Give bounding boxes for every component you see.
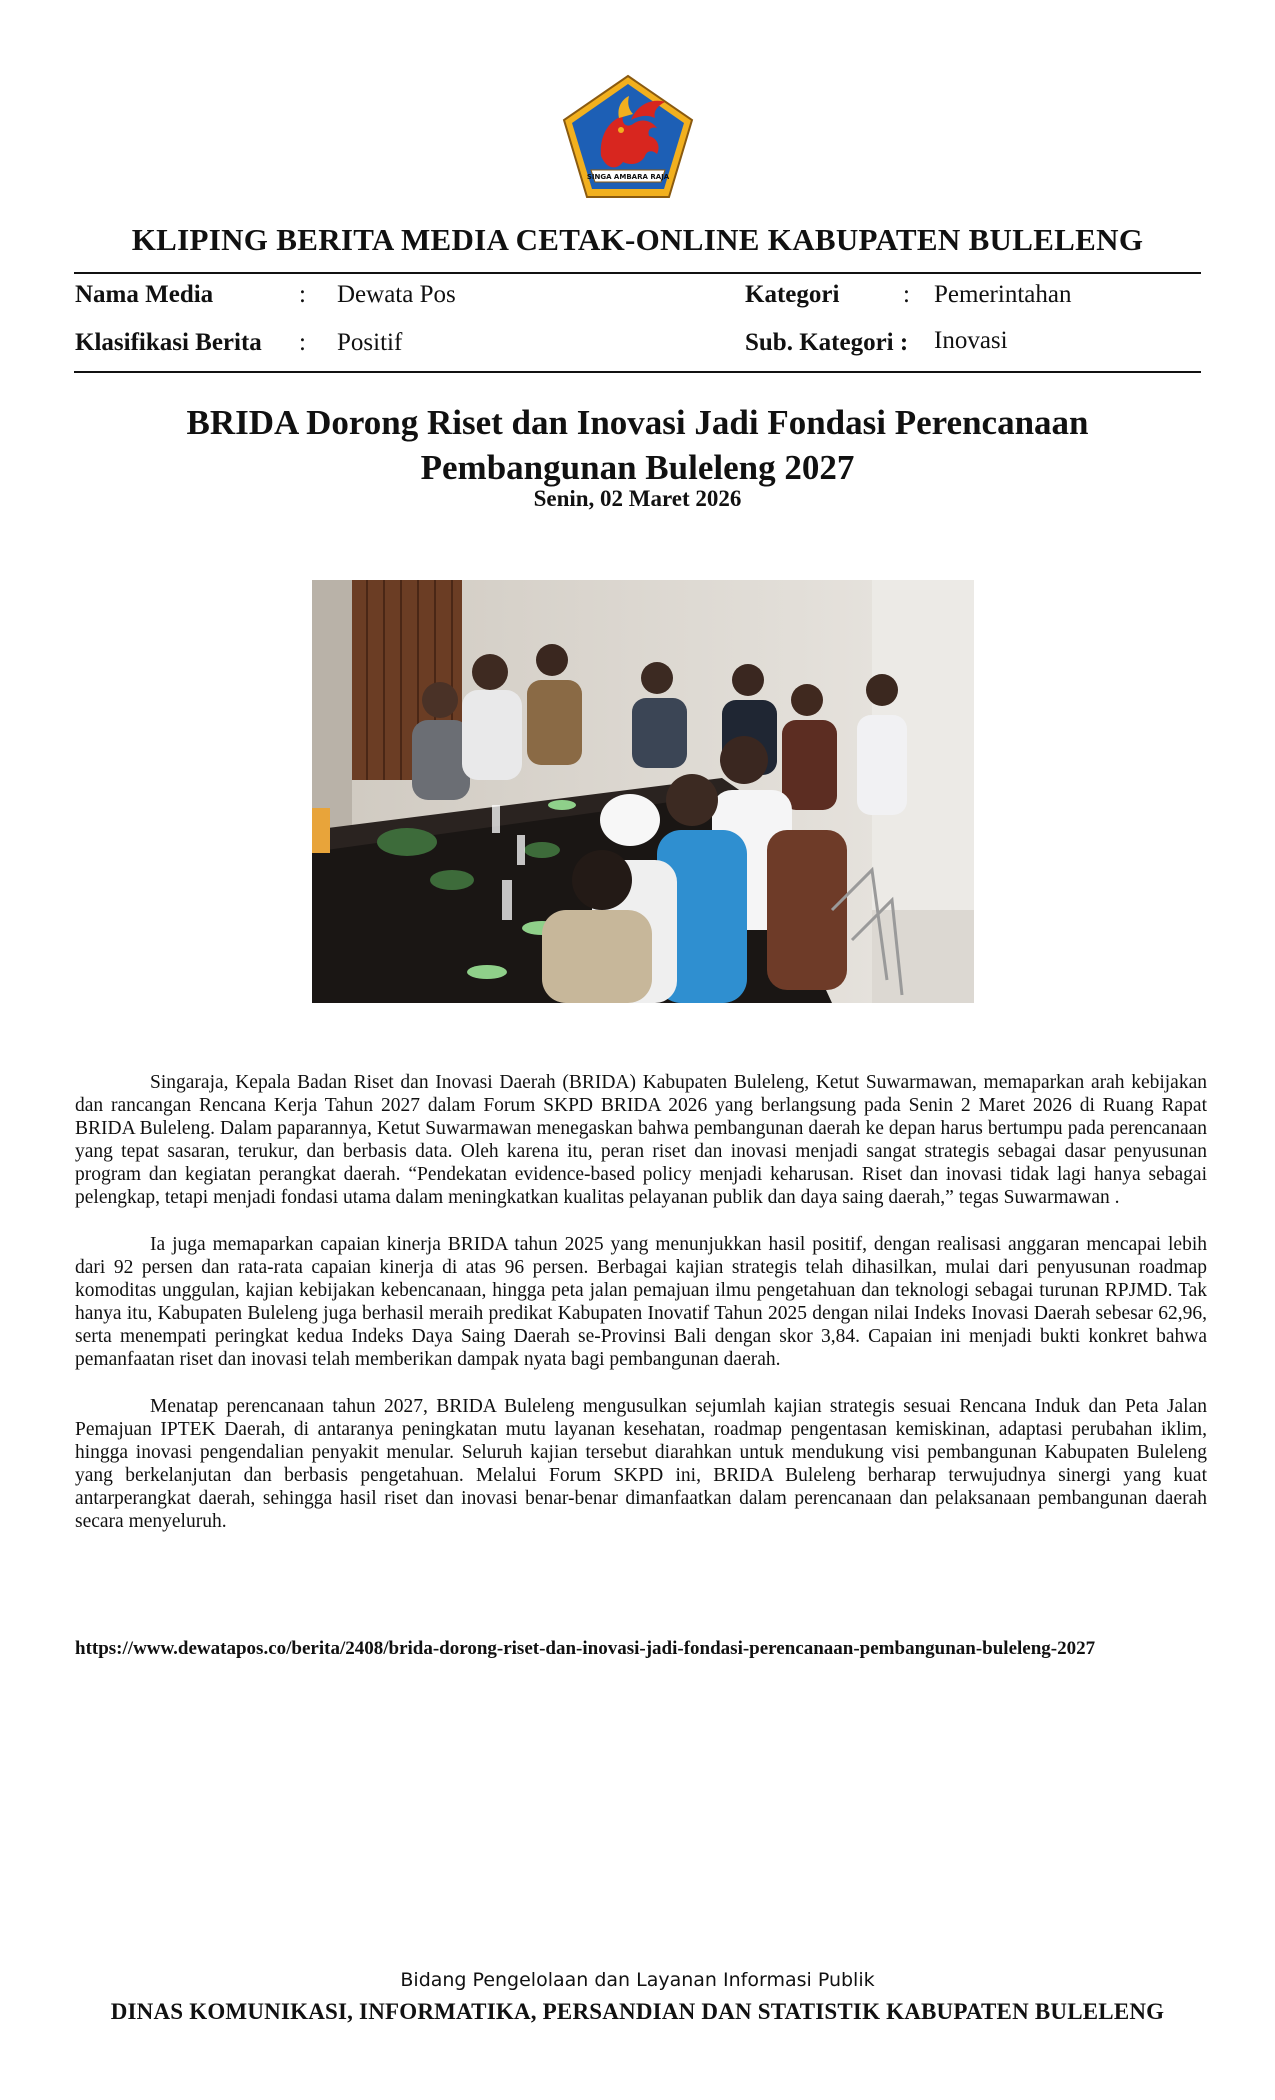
article-date: Senin, 02 Maret 2026 bbox=[533, 486, 742, 511]
footer-department: Bidang Pengelolaan dan Layanan Informasi Publik bbox=[400, 1969, 875, 1991]
buleleng-emblem-logo bbox=[561, 74, 695, 200]
nama-media-value: Dewata Pos bbox=[337, 281, 456, 308]
header-divider-top bbox=[74, 272, 1201, 274]
kategori-colon: : bbox=[903, 281, 910, 308]
nama-media-label: Nama Media bbox=[75, 281, 214, 308]
klasifikasi-colon: : bbox=[299, 329, 306, 356]
article-paragraph-2: Ia juga memaparkan capaian kinerja BRIDA tahun 2025 yang menunjukkan hasil positif, dengan realisasi anggaran mencapai lebih dari 92 persen dan rata-rata capaian kinerja di atas 96 persen. Berbagai kajian strategis telah dihasilkan, mulai dari penyusunan roadmap komoditas unggulan, kajian kebijakan kebencanaan, hingga peta jalan pemajuan ilmu pengetahuan dan teknologi sebagai turunan RPJMD. Tak hanya itu, Kabupaten Buleleng juga berhasil meraih predikat Kabupaten Inovatif Tahun 2025 dengan nilai Indeks Inovasi Daerah sebesar 62,96, serta menempati peringkat kedua Indeks Daya Saing Daerah se-Provinsi Bali dengan skor 3,84. Capaian ini menjadi bukti konkret bahwa pemanfaatan riset dan inovasi telah memberikan dampak nyata bagi pembangunan daerah. bbox=[75, 1234, 1207, 1370]
source-url-link[interactable]: https://www.dewatapos.co/berita/2408/brida-dorong-riset-dan-inovasi-jadi-fondasi-perencanaan-pembangunan-buleleng-2027 bbox=[75, 1638, 1096, 1659]
logo-motto-text: SINGA AMBARA RAJA bbox=[586, 173, 670, 181]
header-divider-bottom bbox=[74, 371, 1201, 373]
sub-kategori-value: Inovasi bbox=[934, 327, 1008, 354]
article-body bbox=[75, 1071, 1207, 1557]
article-paragraph-3: Menatap perencanaan tahun 2027, BRIDA Buleleng mengusulkan sejumlah kajian strategis sesuai Rencana Induk dan Peta Jalan Pemajuan IPTEK Daerah, di antaranya peningkatan mutu layanan kesehatan, roadmap pengentasan kemiskinan, adaptasi perubahan iklim, hingga inovasi pengendalian penyakit menular. Seluruh kajian tersebut diarahkan untuk mendukung visi pembangunan Kabupaten Buleleng yang berkelanjutan dan berbasis pengetahuan. Melalui Forum SKPD ini, BRIDA Buleleng berharap terwujudnya sinergi yang kuat antarperangkat daerah, sehingga hasil riset dan inovasi benar-benar dimanfaatkan dalam perencanaan dan pelaksanaan pembangunan daerah secara menyeluruh. bbox=[75, 1396, 1207, 1532]
klasifikasi-value: Positif bbox=[337, 329, 403, 356]
article-title-line1: BRIDA Dorong Riset dan Inovasi Jadi Fondasi Perencanaan bbox=[186, 403, 1089, 442]
clipping-header-title: KLIPING BERITA MEDIA CETAK-ONLINE KABUPATEN BULELENG bbox=[131, 222, 1144, 257]
kategori-label: Kategori bbox=[745, 281, 840, 308]
article-title bbox=[100, 400, 1175, 490]
sub-kategori-label: Sub. Kategori : bbox=[745, 329, 909, 356]
article-title-line2: Pembangunan Buleleng 2027 bbox=[420, 448, 855, 487]
nama-media-colon: : bbox=[299, 281, 306, 308]
kategori-value: Pemerintahan bbox=[934, 281, 1072, 308]
klasifikasi-label: Klasifikasi Berita bbox=[75, 329, 262, 356]
footer-agency: DINAS KOMUNIKASI, INFORMATIKA, PERSANDIAN DAN STATISTIK KABUPATEN BULELENG bbox=[110, 1999, 1165, 2024]
article-paragraph-1: Singaraja, Kepala Badan Riset dan Inovasi Daerah (BRIDA) Kabupaten Buleleng, Ketut Suwarmawan, memaparkan arah kebijakan dan rancangan Rencana Kerja Tahun 2027 dalam Forum SKPD BRIDA 2026 yang berlangsung pada Senin 2 Maret 2026 di Ruang Rapat BRIDA Buleleng. Dalam paparannya, Ketut Suwarmawan menegaskan bahwa pembangunan daerah ke depan harus bertumpu pada perencanaan yang tepat sasaran, terukur, dan berbasis data. Oleh karena itu, peran riset dan inovasi menjadi sangat strategis sebagai dasar penyusunan program dan kegiatan perangkat daerah. “Pendekatan evidence-based policy menjadi keharusan. Riset dan inovasi tidak lagi hanya sebagai pelengkap, tetapi menjadi fondasi utama dalam meningkatkan kualitas pelayanan publik dan daya saing daerah,” tegas Suwarmawan . bbox=[75, 1072, 1207, 1208]
meeting-photo bbox=[312, 580, 974, 1003]
